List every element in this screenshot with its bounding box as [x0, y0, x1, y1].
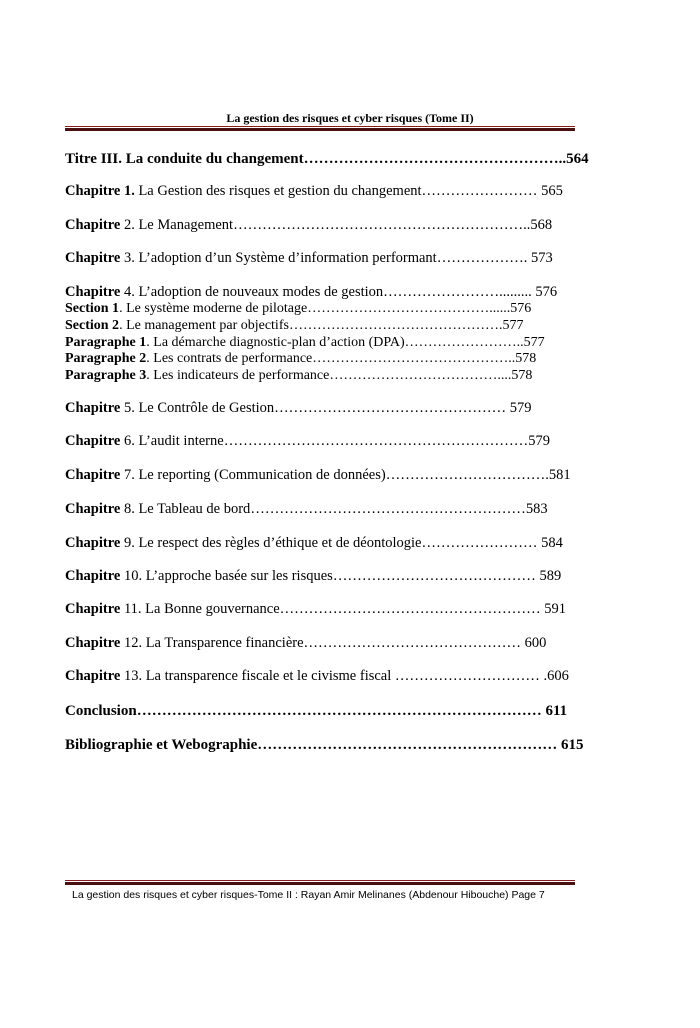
- toc-entry-label: Conclusion: [65, 703, 137, 719]
- toc-entry-prefix: Chapitre: [65, 433, 121, 449]
- toc-entry-prefix: Chapitre: [65, 250, 121, 266]
- toc-entry-page: 579: [528, 433, 550, 449]
- toc-entry-chapitre-1: [65, 183, 575, 200]
- toc-entry-section-2: [65, 318, 575, 334]
- toc-entry-chapitre-9: [65, 535, 575, 552]
- toc-entry-label: 5. Le Contrôle de Gestion: [120, 400, 275, 416]
- toc-entry-prefix: Chapitre: [65, 400, 121, 416]
- toc-entry-leader: ……………………………………………..: [303, 151, 567, 167]
- toc-entry-page: 565: [541, 183, 563, 199]
- toc-entry-leader: ……………….: [436, 250, 531, 266]
- toc-entry-prefix: Chapitre: [65, 501, 121, 517]
- toc-entry-leader: ……………………: [421, 535, 542, 551]
- toc-entry-label: . Les contrats de performance: [146, 351, 313, 366]
- toc-entry-label: 3. L’adoption d’un Système d’information performant: [120, 250, 437, 266]
- toc-entry-page: 577: [523, 335, 545, 350]
- toc-entry-page: 578: [515, 351, 537, 366]
- toc-entry-page: 589: [539, 568, 562, 584]
- toc-entry-leader: ……………………..: [404, 335, 524, 350]
- toc-entry-page: 578: [511, 368, 533, 383]
- toc-entry-chapitre-11: [65, 601, 575, 618]
- toc-entry-prefix: Chapitre 1.: [65, 183, 135, 199]
- toc-entry-label: 12. La Transparence financière: [120, 635, 304, 651]
- toc-entry-leader: …………………………………......: [307, 301, 511, 316]
- toc-entry-leader: ……………………: [421, 183, 542, 199]
- toc-entry-chapitre-5: [65, 400, 575, 417]
- toc-entry-page: 579: [509, 400, 532, 416]
- toc-entry-label: La Gestion des risques et gestion du changement: [134, 183, 422, 199]
- toc-entry-label: Bibliographie et Webographie: [65, 737, 258, 753]
- toc-entry-page: 576: [535, 284, 558, 300]
- toc-entry-page: 564: [566, 151, 589, 167]
- toc-entry-label: . La démarche diagnostic-plan d’action (DPA): [146, 335, 405, 350]
- toc-entry-page: 591: [544, 601, 567, 617]
- toc-entry-label: 7. Le reporting (Communication de données): [120, 467, 386, 483]
- toc-entry-prefix: Section 1: [65, 301, 120, 316]
- toc-entry-leader: ……………………………………: [332, 568, 540, 584]
- toc-entry-chapitre-6: [65, 433, 575, 450]
- toc-entry-chapitre-8: [65, 501, 575, 518]
- toc-entry-leader: ………………………………………………………………………: [136, 703, 546, 719]
- toc-entry-prefix: Chapitre: [65, 568, 121, 584]
- toc-entry-label: 8. Le Tableau de bord: [120, 501, 251, 517]
- toc-entry-leader: ……………………………………..: [312, 351, 516, 366]
- page-footer: La gestion des risques et cyber risques-Tome II : Rayan Amir Melinanes (Abdenour Hibouche) Page 7: [72, 889, 545, 901]
- toc-entry-label: . Les indicateurs de performance: [146, 368, 330, 383]
- toc-entry-prefix: Chapitre: [65, 668, 121, 684]
- footer-rule: [65, 880, 575, 885]
- toc-entry-label: 11. La Bonne gouvernance: [120, 601, 280, 617]
- toc-entry-leader: …………………………………………: [274, 400, 510, 416]
- toc-entry-label: 9. Le respect des règles d’éthique et de déontologie: [120, 535, 422, 551]
- toc-entry-section-1: [65, 301, 575, 317]
- toc-entry-chapitre-12: [65, 635, 575, 652]
- toc-entry-prefix: Paragraphe 1: [65, 335, 147, 350]
- toc-entry-leader: ………………………………………………: [279, 601, 545, 617]
- toc-entry-prefix: Chapitre: [65, 601, 121, 617]
- toc-entry-leader: ………………………………………………………: [223, 433, 529, 449]
- toc-entry-leader: ……………………………: [385, 467, 546, 483]
- toc-entry-prefix: Paragraphe 3: [65, 368, 147, 383]
- toc-entry-page: 577: [502, 318, 524, 333]
- toc-entry-label: Titre III. La conduite du changement: [65, 151, 304, 167]
- toc-entry-leader: ……………………………………….: [288, 318, 503, 333]
- toc-entry-chapitre-4: [65, 284, 575, 301]
- toc-entry-prefix: Paragraphe 2: [65, 351, 147, 366]
- toc-entry-page: 576: [510, 301, 532, 316]
- toc-entry-label: . Le système moderne de pilotage: [119, 301, 308, 316]
- toc-entry-chapitre-7: [65, 467, 575, 484]
- toc-entry-prefix: Chapitre: [65, 217, 121, 233]
- toc-entry-leader: …………………………………………………: [250, 501, 526, 517]
- toc-entry-label: 10. L’approche basée sur les risques: [120, 568, 333, 584]
- toc-entry-prefix: Chapitre: [65, 635, 121, 651]
- toc-entry-label: 4. L’adoption de nouveaux modes de gestion: [120, 284, 384, 300]
- toc-entry-chapitre-2: [65, 217, 575, 234]
- toc-entry-leader: ………………………………………: [303, 635, 525, 651]
- toc-entry-page: .606: [543, 668, 569, 684]
- toc-entry-leader: ……………………………………………………..: [233, 217, 531, 233]
- toc-entry-titre-iii: [65, 151, 589, 168]
- toc-entry-conclusion: [65, 703, 575, 720]
- toc-entry-page: 568: [530, 217, 553, 233]
- header-rule: [65, 126, 575, 131]
- toc-entry-bibliographie: [65, 737, 584, 754]
- toc-entry-leader: ……………………………………………………: [257, 737, 561, 753]
- toc-entry-chapitre-13: [65, 668, 575, 685]
- toc-entry-paragraphe-1: [65, 335, 575, 351]
- toc-entry-label: 6. L’audit interne: [120, 433, 224, 449]
- toc-entry-paragraphe-3: [65, 368, 575, 384]
- toc-entry-leader: …………………….........: [383, 284, 536, 300]
- page-header-title: La gestion des risques et cyber risques (Tome II): [226, 111, 474, 125]
- toc-entry-prefix: Chapitre: [65, 284, 121, 300]
- toc-entry-prefix: Chapitre: [65, 535, 121, 551]
- toc-entry-page: 573: [530, 250, 553, 266]
- toc-entry-page: 584: [541, 535, 563, 551]
- toc-entry-page: 600: [524, 635, 547, 651]
- toc-entry-label: 2. Le Management: [120, 217, 234, 233]
- toc-entry-paragraphe-2: [65, 351, 575, 367]
- toc-entry-prefix: Section 2: [65, 318, 120, 333]
- toc-entry-chapitre-10: [65, 568, 575, 585]
- toc-entry-leader: …………………………: [394, 668, 544, 684]
- toc-entry-page: 583: [525, 501, 548, 517]
- toc-entry-page: 615: [561, 737, 584, 753]
- toc-entry-prefix: Chapitre: [65, 467, 121, 483]
- toc-entry-label: 13. La transparence fiscale et le civisme fiscal: [120, 668, 395, 684]
- toc-entry-page: .581: [545, 467, 571, 483]
- toc-entry-page: 611: [545, 703, 568, 719]
- toc-entry-chapitre-3: [65, 250, 575, 267]
- toc-entry-leader: ………………………………....: [329, 368, 512, 383]
- toc-entry-label: . Le management par objectifs: [119, 318, 289, 333]
